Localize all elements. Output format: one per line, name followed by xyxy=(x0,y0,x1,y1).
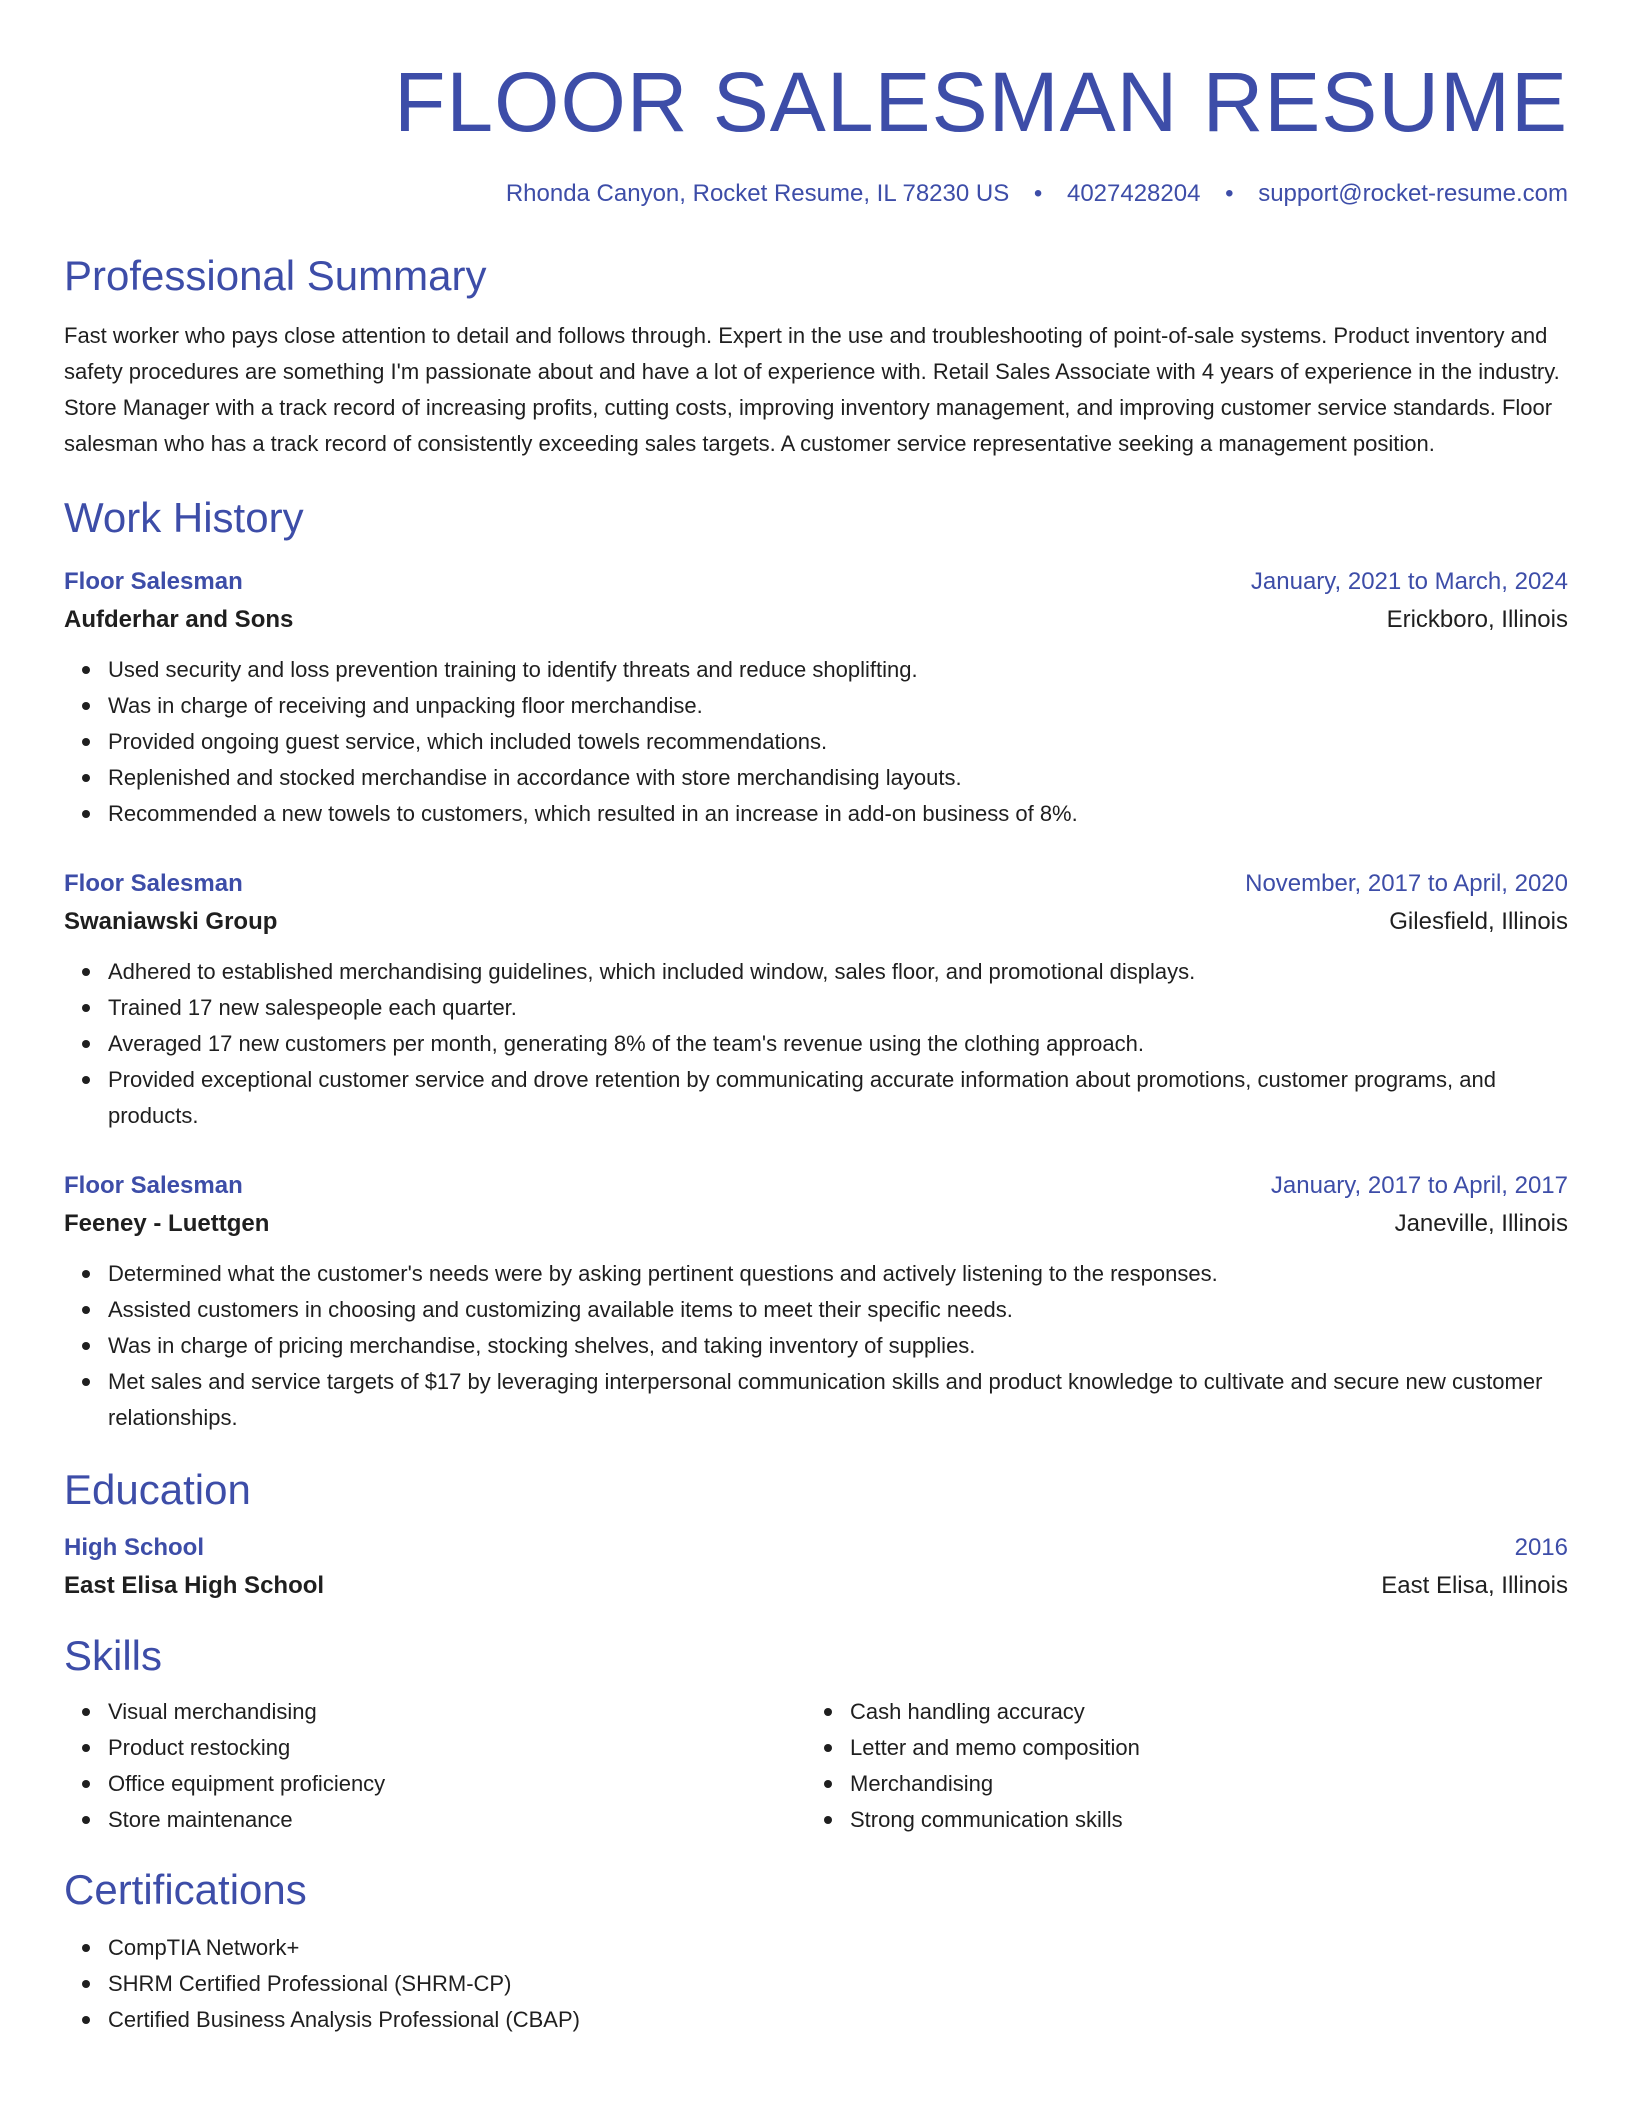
list-item: Was in charge of receiving and unpacking floor merchandise. xyxy=(108,688,1568,724)
job-title: Floor Salesman xyxy=(64,1172,243,1199)
job-dates: January, 2021 to March, 2024 xyxy=(1250,568,1568,595)
list-item: Provided ongoing guest service, which included towels recommendations. xyxy=(108,724,1568,760)
contact-email: support@rocket-resume.com xyxy=(1258,180,1568,207)
certifications-list xyxy=(64,1930,1568,2038)
skill-item: Letter and memo composition xyxy=(850,1730,1548,1766)
work-history-heading: Work History xyxy=(64,494,304,541)
job-location: Erickboro, Illinois xyxy=(1386,606,1568,633)
list-item: Replenished and stocked merchandise in accordance with store merchandising layouts. xyxy=(108,760,1568,796)
job-company: Feeney - Luettgen xyxy=(64,1210,270,1237)
certification-item: CompTIA Network+ xyxy=(108,1930,1568,1966)
job-company: Swaniawski Group xyxy=(64,908,278,935)
job-dates: January, 2017 to April, 2017 xyxy=(1270,1172,1568,1199)
education-school: East Elisa High School xyxy=(64,1572,325,1599)
list-item: Met sales and service targets of $17 by leveraging interpersonal communication skills and product knowledge to cultivate and secure new customer relationships. xyxy=(108,1364,1568,1436)
list-item: Assisted customers in choosing and customizing available items to meet their specific needs. xyxy=(108,1292,1568,1328)
list-item: Trained 17 new salespeople each quarter. xyxy=(108,990,1568,1026)
skill-item: Strong communication skills xyxy=(850,1802,1548,1838)
summary-text: Fast worker who pays close attention to detail and follows through. Expert in the use and troubleshooting of point-of-sale systems. Product inventory and safety procedures are something I'm passionate about and have a lot of experience with. Retail Sales Associate with 4 years of experience in the industry. Store Manager with a track record of increasing profits, cutting costs, improving inventory management, and improving customer service standards. Floor salesman who has a track record of consistently exceeding sales targets. A customer service representative seeking a management position. xyxy=(64,323,1560,456)
skill-item: Merchandising xyxy=(850,1766,1548,1802)
skills-grid xyxy=(64,1694,1568,1838)
summary-heading: Professional Summary xyxy=(64,252,487,299)
skill-item: Cash handling accuracy xyxy=(850,1694,1548,1730)
job-bullets xyxy=(64,652,1568,832)
list-item: Recommended a new towels to customers, which resulted in an increase in add-on business of 8%. xyxy=(108,796,1568,832)
skill-item: Office equipment proficiency xyxy=(108,1766,806,1802)
education-entry xyxy=(64,1530,1568,1606)
education-heading: Education xyxy=(64,1466,251,1513)
contact-separator: • xyxy=(1033,180,1043,207)
job-location: Gilesfield, Illinois xyxy=(1389,908,1568,935)
certification-item: SHRM Certified Professional (SHRM-CP) xyxy=(108,1966,1568,2002)
job-company: Aufderhar and Sons xyxy=(64,606,294,633)
skills-list xyxy=(64,1694,806,1838)
job-title: Floor Salesman xyxy=(64,870,243,897)
contact-line xyxy=(64,178,1568,210)
skills-column-right xyxy=(806,1694,1548,1838)
job-location: Janeville, Illinois xyxy=(1394,1210,1568,1237)
list-item: Was in charge of pricing merchandise, stocking shelves, and taking inventory of supplies. xyxy=(108,1328,1568,1364)
job-title: Floor Salesman xyxy=(64,568,243,595)
certifications-heading: Certifications xyxy=(64,1866,307,1913)
skills-list xyxy=(806,1694,1548,1838)
list-item: Used security and loss prevention training to identify threats and reduce shoplifting. xyxy=(108,652,1568,688)
skill-item: Visual merchandising xyxy=(108,1694,806,1730)
job-entry xyxy=(64,564,1568,832)
list-item: Determined what the customer's needs were by asking pertinent questions and actively listening to the responses. xyxy=(108,1256,1568,1292)
skill-item: Product restocking xyxy=(108,1730,806,1766)
resume-title: FLOOR SALESMAN RESUME xyxy=(394,55,1568,149)
list-item: Averaged 17 new customers per month, generating 8% of the team's revenue using the clothing approach. xyxy=(108,1026,1568,1062)
contact-separator: • xyxy=(1225,180,1234,207)
skills-column-left xyxy=(64,1694,806,1838)
skills-heading: Skills xyxy=(64,1632,163,1679)
list-item: Adhered to established merchandising guidelines, which included window, sales floor, and promotional displays. xyxy=(108,954,1568,990)
job-entry xyxy=(64,1168,1568,1436)
contact-address: Rhonda Canyon, Rocket Resume, IL 78230 US xyxy=(505,180,1010,207)
skill-item: Store maintenance xyxy=(108,1802,806,1838)
list-item: Provided exceptional customer service and drove retention by communicating accurate information about promotions, customer programs, and products. xyxy=(108,1062,1568,1134)
job-entry xyxy=(64,866,1568,1134)
education-year: 2016 xyxy=(1514,1534,1568,1561)
job-bullets xyxy=(64,954,1568,1134)
contact-phone: 4027428204 xyxy=(1066,180,1201,207)
education-location: East Elisa, Illinois xyxy=(1381,1572,1568,1599)
certification-item: Certified Business Analysis Professional (CBAP) xyxy=(108,2002,1568,2038)
job-bullets xyxy=(64,1256,1568,1436)
resume-page xyxy=(64,0,1568,2038)
education-degree: High School xyxy=(64,1534,204,1561)
job-dates: November, 2017 to April, 2020 xyxy=(1245,870,1568,897)
